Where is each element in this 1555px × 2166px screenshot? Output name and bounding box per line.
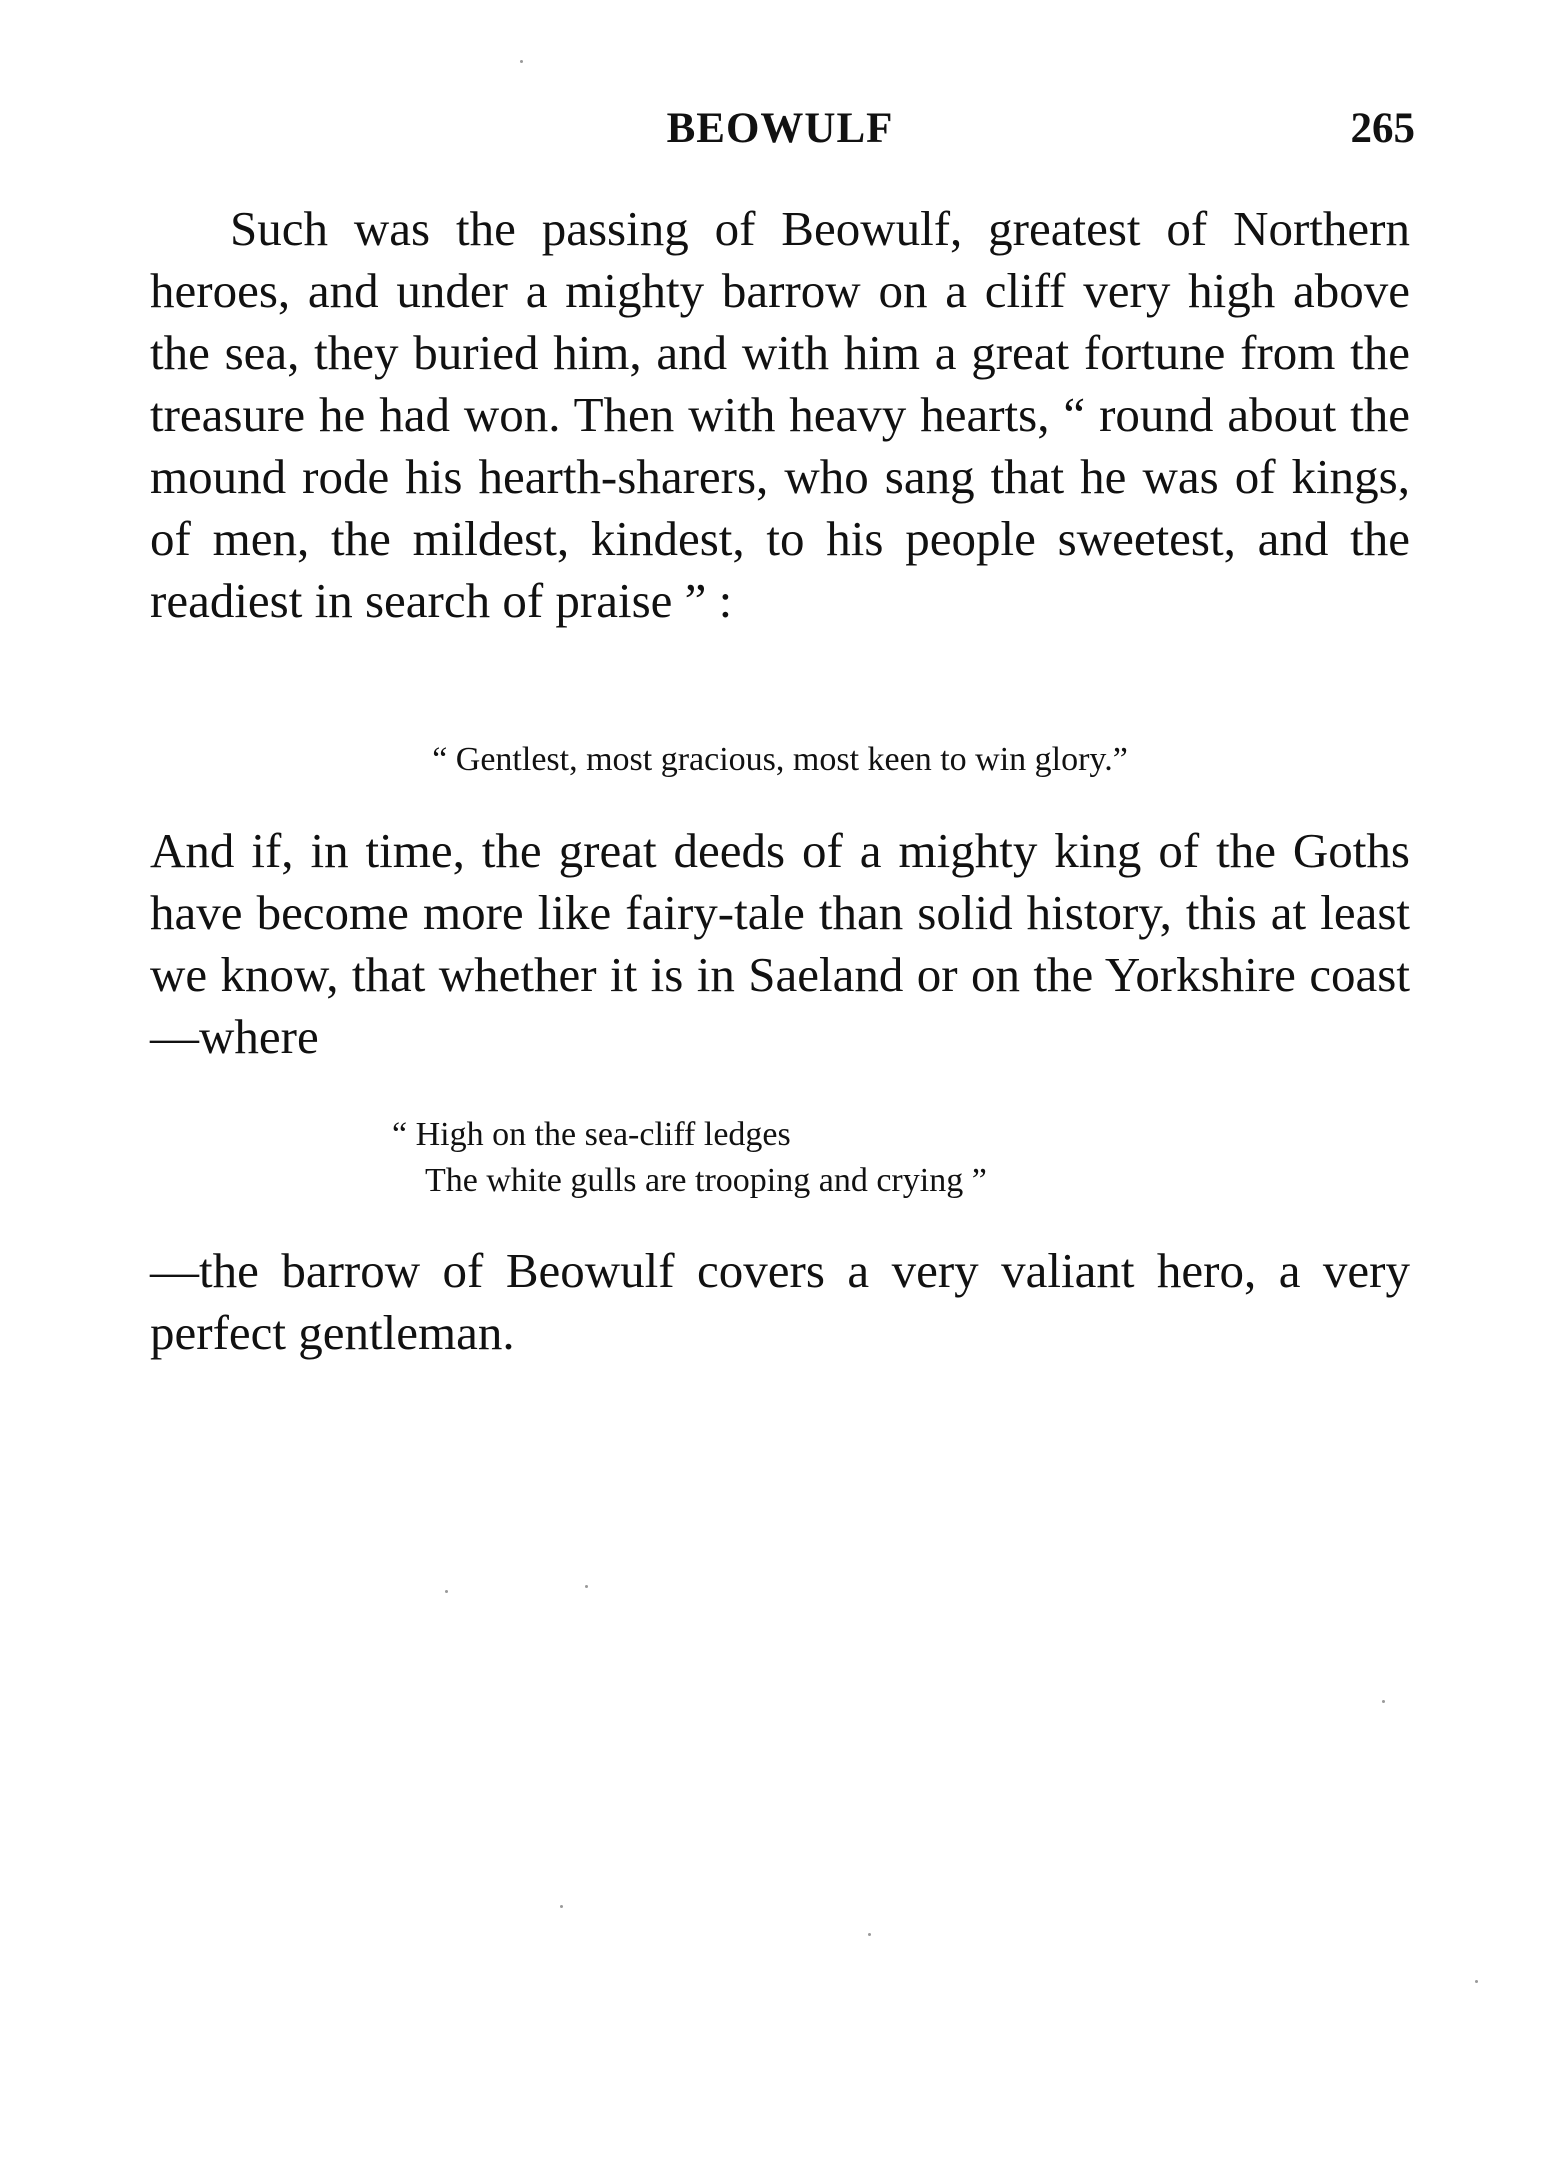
- speck: [1382, 1700, 1385, 1703]
- paragraph-passing-of-beowulf: Such was the passing of Beowulf, greatest of Northern heroes, and under a mighty barrow on a cliff very high above the sea, they buried him, and with him a great fortune from the treasure he had won. Then with heavy hearts, “ round about the mound rode his hearth-sharers, who sang that he was of kings, of men, the mildest, kindest, to his people sweetest, and the readiest in search of praise ” :: [150, 201, 1410, 628]
- quoted-line: “ Gentlest, most gracious, most keen to win glory.”: [432, 741, 1128, 778]
- speck: [868, 1933, 871, 1936]
- speck: [560, 1905, 563, 1908]
- paragraph-closing: —the barrow of Beowulf covers a very valiant hero, a very perfect gentleman.: [150, 1243, 1410, 1360]
- running-title: BEOWULF: [666, 105, 894, 152]
- verse-quotation: [392, 1112, 987, 1204]
- paragraph-great-deeds: And if, in time, the great deeds of a mighty king of the Goths have become more like fairy-tale than solid history, this at least we know, that whether it is in Saeland or on the Yorkshire coast—where: [150, 823, 1410, 1064]
- page-number: 265: [1350, 105, 1415, 152]
- speck: [585, 1585, 588, 1588]
- speck: [520, 60, 523, 63]
- running-head: [150, 104, 1415, 164]
- verse-line: The white gulls are trooping and crying ”: [425, 1162, 987, 1199]
- speck: [1475, 1980, 1478, 1983]
- speck: [445, 1590, 448, 1593]
- verse-line: “ High on the sea-cliff ledges: [392, 1116, 791, 1153]
